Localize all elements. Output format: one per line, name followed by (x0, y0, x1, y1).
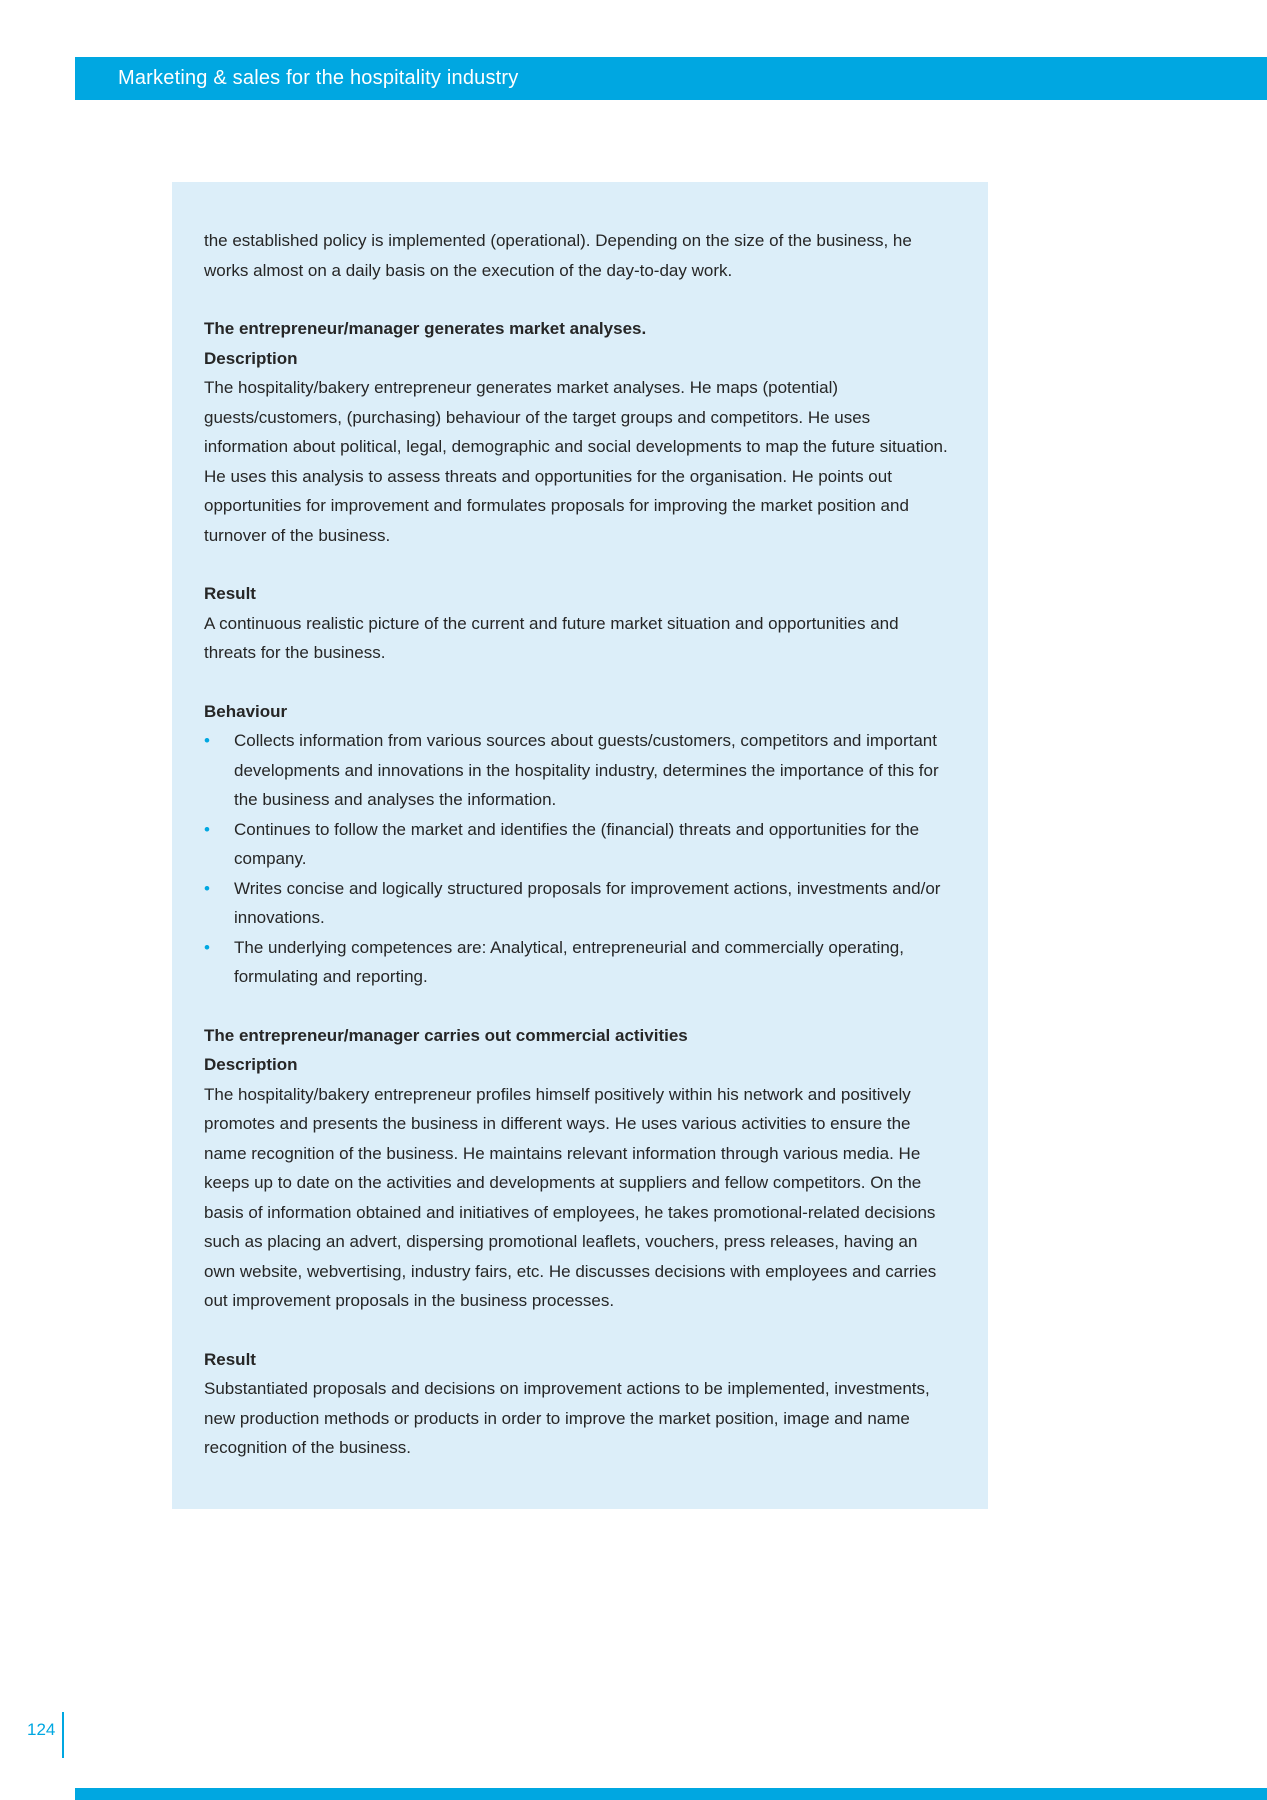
bullet-icon: • (204, 731, 210, 750)
section1-behaviour-label: Behaviour (204, 701, 288, 721)
list-item (204, 874, 952, 933)
section2-result: Substantiated proposals and decisions on improvement actions to be implemented, investments, new production methods or products in order to improve the market position, image and name recognition of the business. (204, 1379, 930, 1457)
bullet-icon: • (204, 878, 210, 898)
content-box (172, 182, 988, 1509)
bullet-icon: • (204, 937, 210, 957)
list-item (204, 815, 952, 874)
list-item-text: Collects information from various sources about guests/customers, competitors and important developments and innovations in the hospitality industry, determines the importance of this for the business and analyses the information. (234, 731, 939, 809)
behaviour-list (204, 726, 952, 992)
section1-result-label: Result (204, 584, 256, 603)
list-item-text: Writes concise and logically structured proposals for improvement actions, investments and/or innovations. (234, 878, 941, 927)
list-item-text: Continues to follow the market and identifies the (financial) threats and opportunities for the company. (234, 819, 920, 868)
section1-description-label: Description (204, 348, 298, 368)
footer-bar (75, 1788, 1267, 1800)
header-title: Marketing & sales for the hospitality industry (118, 67, 519, 89)
section2-description: The hospitality/bakery entrepreneur profiles himself positively within his network and positively promotes and presents the business in different ways. He uses various activities to ensure the name recognition of the business. He maintains relevant information through various media. He keeps up to date on the activities and developments at suppliers and fellow competitors. On the basis of information obtained and initiatives of employees, he takes promotional-related decisions such as placing an advert, dispersing promotional leaflets, vouchers, press releases, having an own website, webvertising, industry fairs, etc. He discusses decisions with employees and carries out improvement proposals in the business processes. (204, 1084, 937, 1310)
bullet-icon: • (204, 819, 210, 839)
intro-paragraph: the established policy is implemented (operational). Depending on the size of the business, he works almost on a daily basis on the execution of the day-to-day work. (204, 231, 912, 280)
folio-rule (62, 1712, 64, 1758)
header-bar (75, 57, 1267, 100)
page-number: 124 (27, 1720, 56, 1739)
section1-description: The hospitality/bakery entrepreneur generates market analyses. He maps (potential) guests/customers, (purchasing) behaviour of the target groups and competitors. He uses information about political, legal, demographic and social developments to map the future situation. He uses this analysis to assess threats and opportunities for the organisation. He points out opportunities for improvement and formulates proposals for improving the market position and turnover of the business. (204, 378, 948, 545)
section2-description-label: Description (204, 1055, 298, 1074)
section2-result-label: Result (204, 1349, 256, 1369)
section1-result: A continuous realistic picture of the current and future market situation and opportunities and threats for the business. (204, 613, 899, 662)
section2-title: The entrepreneur/manager carries out commercial activities (204, 1025, 688, 1045)
section1-title: The entrepreneur/manager generates market analyses. (204, 319, 647, 338)
list-item-text: The underlying competences are: Analytical, entrepreneurial and commercially operating, formulating and reporting. (234, 937, 904, 986)
list-item (204, 726, 952, 815)
list-item (204, 933, 952, 992)
